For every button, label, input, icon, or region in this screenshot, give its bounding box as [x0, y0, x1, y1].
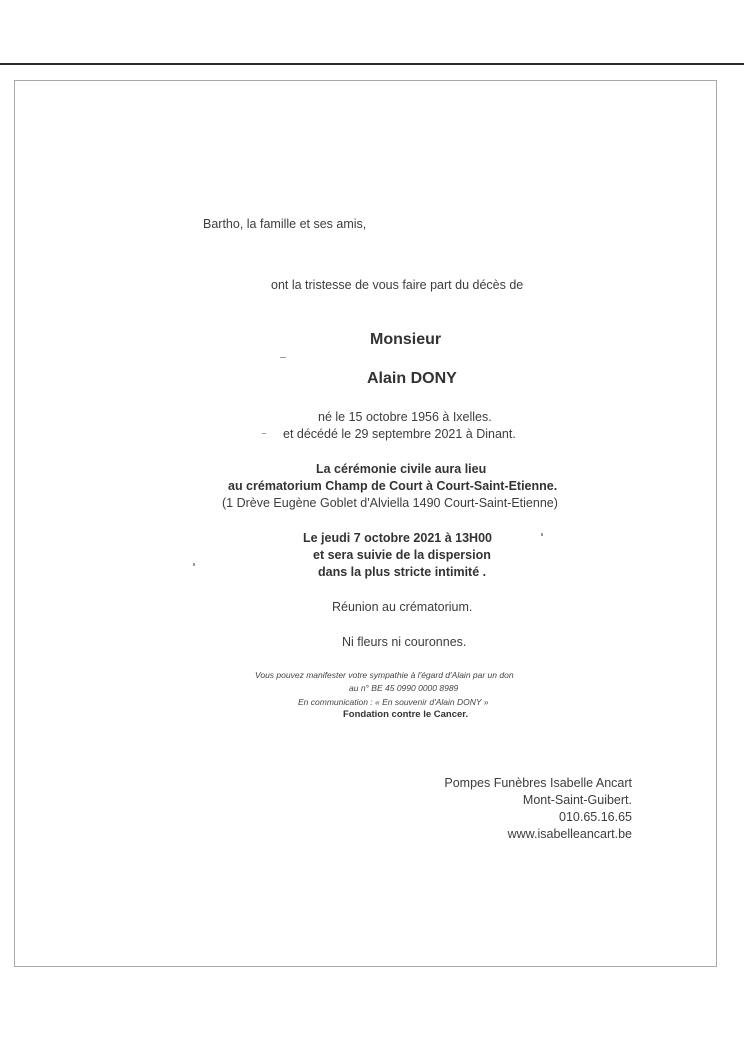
ceremony-address: (1 Drève Eugène Goblet d'Alviella 1490 Court-Saint-Etienne) — [222, 496, 558, 510]
scan-speck — [193, 563, 195, 566]
scan-speck — [280, 357, 286, 358]
announcement-text: ont la tristesse de vous faire part du décès de — [271, 278, 524, 292]
death-text: et décédé le 29 septembre 2021 à Dinant. — [283, 427, 516, 441]
reunion-note: Réunion au crématorium. — [332, 600, 473, 614]
funeral-home-name: Pompes Funèbres Isabelle Ancart — [444, 776, 632, 790]
top-rule — [0, 63, 744, 65]
flowers-note: Ni fleurs ni couronnes. — [342, 635, 467, 649]
ceremony-line2: au crématorium Champ de Court à Court-Saint-Etienne. — [228, 479, 558, 493]
donation-line1: Vous pouvez manifester votre sympathie à l'égard d'Alain par un don — [255, 670, 514, 680]
donation-foundation: Fondation contre le Cancer. — [343, 709, 469, 720]
deceased-name: Alain DONY — [367, 370, 457, 387]
donation-line2: au n° BE 45 0990 0000 8989 — [349, 683, 459, 693]
ceremony-followup1: et sera suivie de la dispersion — [313, 548, 491, 562]
ceremony-line1: La cérémonie civile aura lieu — [316, 462, 487, 476]
honorific: Monsieur — [370, 331, 442, 348]
funeral-home-phone: 010.65.16.65 — [559, 810, 632, 824]
funeral-home-city: Mont-Saint-Guibert. — [522, 793, 632, 807]
ceremony-followup2: dans la plus stricte intimité . — [318, 565, 487, 579]
scan-speck — [262, 433, 266, 434]
greeting-text: Bartho, la famille et ses amis, — [203, 217, 367, 231]
funeral-home-website: www.isabelleancart.be — [507, 827, 632, 841]
birth-text: né le 15 octobre 1956 à Ixelles. — [318, 410, 492, 424]
ceremony-date: Le jeudi 7 octobre 2021 à 13H00 — [303, 531, 492, 545]
scan-speck — [541, 533, 543, 536]
donation-line3: En communication : « En souvenir d'Alain DONY » — [298, 697, 489, 707]
